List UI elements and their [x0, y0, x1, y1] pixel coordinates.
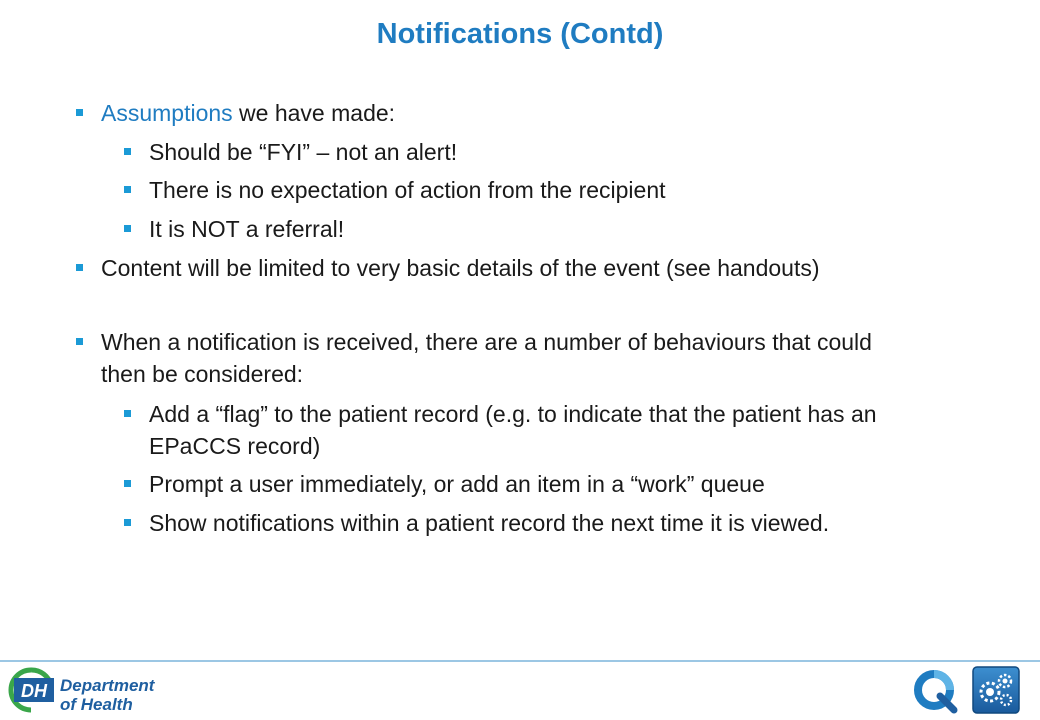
- sub-bullet-show: [149, 507, 1019, 539]
- square-bullet-icon: [124, 186, 131, 193]
- bullet-text-line2: then be considered:: [101, 361, 304, 387]
- bullet-text: we have made:: [232, 100, 396, 126]
- highlight-text: Assumptions: [101, 100, 233, 126]
- dh-line2: of Health: [60, 695, 133, 714]
- gear-cluster-icon: [972, 666, 1020, 714]
- bullet-text-line1: When a notification is received, there are a number of behaviours that could: [101, 329, 872, 355]
- bullet-text: It is NOT a referral!: [149, 216, 345, 242]
- sub-bullet-fyi: [149, 136, 1019, 168]
- sub-bullet-no-action: [149, 174, 1019, 206]
- slide-title: Notifications (Contd): [376, 18, 664, 50]
- square-bullet-icon: [124, 148, 131, 155]
- square-bullet-icon: [76, 264, 83, 271]
- footer-divider: [0, 660, 1040, 662]
- bullet-text: Should be “FYI” – not an alert!: [149, 139, 458, 165]
- square-bullet-icon: [124, 410, 131, 417]
- dh-logo-text: [60, 676, 154, 714]
- square-bullet-icon: [124, 480, 131, 487]
- bullet-text: Prompt a user immediately, or add an item in a “work” queue: [149, 471, 765, 497]
- dh-line1: Department: [60, 676, 155, 695]
- bullet-text-line2: EPaCCS record): [149, 433, 321, 459]
- bullet-content: [101, 252, 1021, 284]
- square-bullet-icon: [76, 109, 83, 116]
- bullet-notification-received: [101, 326, 1021, 390]
- bullet-text: Show notifications within a patient record the next time it is viewed.: [149, 510, 830, 536]
- bullet-text-line1: Add a “flag” to the patient record (e.g. to indicate that the patient has an: [149, 401, 877, 427]
- square-bullet-icon: [124, 225, 131, 232]
- sub-bullet-flag: [149, 398, 1019, 462]
- dh-mark: DH: [21, 681, 47, 701]
- dh-logo-icon: [4, 667, 58, 713]
- sub-bullet-prompt: [149, 468, 1019, 500]
- square-bullet-icon: [124, 519, 131, 526]
- bullet-text: Content will be limited to very basic details of the event (see handouts): [101, 255, 820, 281]
- bullet-assumptions: [101, 97, 1021, 129]
- sub-bullet-not-referral: [149, 213, 1019, 245]
- square-bullet-icon: [76, 338, 83, 345]
- bullet-text: There is no expectation of action from the recipient: [149, 177, 666, 203]
- q-logo-icon: [910, 666, 958, 714]
